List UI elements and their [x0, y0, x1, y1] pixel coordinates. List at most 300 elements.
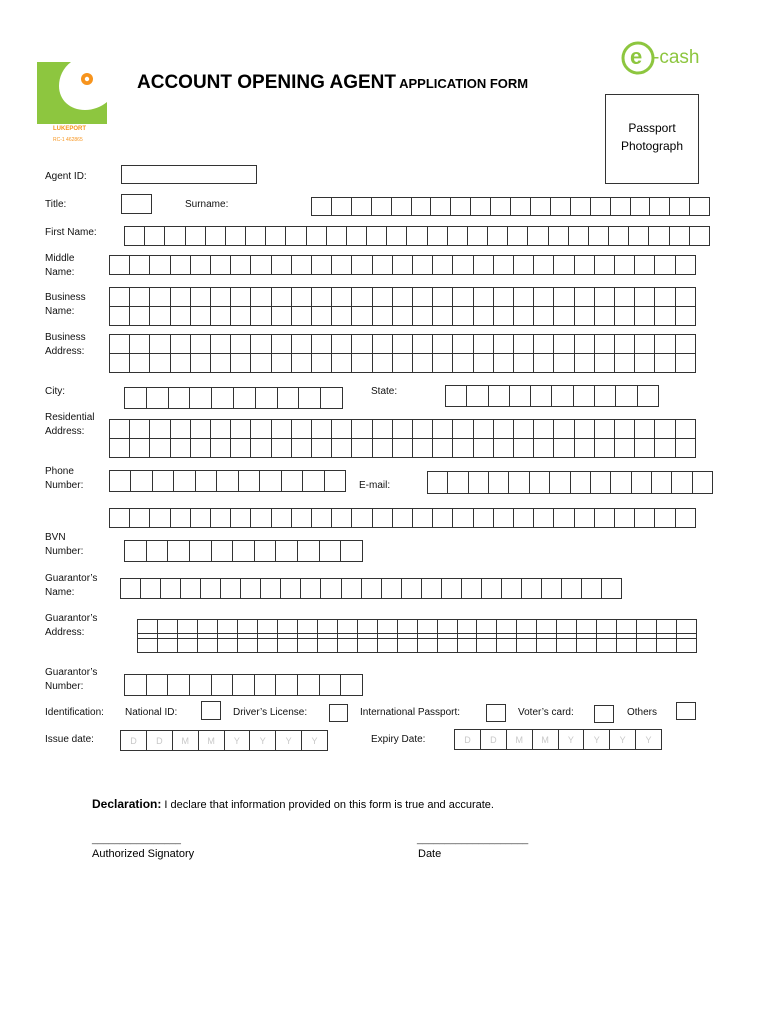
- char-cell[interactable]: [453, 420, 473, 438]
- char-cell[interactable]: [433, 509, 453, 527]
- char-cell[interactable]: [372, 198, 392, 215]
- char-cell[interactable]: [517, 634, 537, 652]
- char-cell[interactable]: [298, 675, 320, 695]
- char-cell[interactable]: [510, 386, 531, 406]
- char-cell[interactable]: [468, 227, 488, 245]
- char-cell[interactable]: [153, 471, 174, 491]
- char-cell[interactable]: [531, 386, 552, 406]
- char-cell[interactable]: [629, 227, 649, 245]
- char-cell[interactable]: [508, 227, 528, 245]
- char-cell[interactable]: [272, 256, 292, 274]
- char-cell[interactable]: [469, 472, 489, 493]
- char-cell[interactable]: [474, 439, 494, 457]
- voters-card-checkbox[interactable]: [594, 705, 614, 723]
- char-cell[interactable]: [509, 472, 529, 493]
- char-cell[interactable]: [231, 439, 251, 457]
- char-cell[interactable]: [312, 198, 332, 215]
- char-cell[interactable]: [150, 509, 170, 527]
- char-cell[interactable]: [332, 198, 352, 215]
- char-cell[interactable]: [554, 439, 574, 457]
- char-cell[interactable]: [150, 354, 170, 372]
- char-cell[interactable]: [393, 439, 413, 457]
- char-cell[interactable]: [110, 471, 131, 491]
- char-cell[interactable]: [191, 439, 211, 457]
- char-cell[interactable]: [255, 541, 277, 561]
- char-cell[interactable]: [272, 420, 292, 438]
- char-cell[interactable]: [494, 439, 514, 457]
- char-cell[interactable]: [327, 227, 347, 245]
- char-cell[interactable]: [557, 634, 577, 652]
- char-cell[interactable]: [615, 288, 635, 306]
- char-cell[interactable]: [615, 354, 635, 372]
- char-cell[interactable]: [650, 198, 670, 215]
- char-cell[interactable]: [281, 579, 301, 598]
- char-cell[interactable]: [171, 420, 191, 438]
- char-cell[interactable]: [312, 354, 332, 372]
- char-cell[interactable]: [655, 335, 675, 353]
- char-cell[interactable]: [615, 420, 635, 438]
- char-cell[interactable]: [191, 288, 211, 306]
- char-cell[interactable]: [211, 509, 231, 527]
- char-cell[interactable]: [575, 288, 595, 306]
- char-cell[interactable]: [110, 307, 130, 325]
- char-cell[interactable]: [246, 227, 266, 245]
- char-cell[interactable]: [130, 420, 150, 438]
- char-cell[interactable]: [615, 509, 635, 527]
- char-cell[interactable]: [251, 439, 271, 457]
- char-cell[interactable]: [373, 256, 393, 274]
- char-cell[interactable]: [494, 420, 514, 438]
- char-cell[interactable]: [169, 388, 191, 408]
- char-cell[interactable]: [191, 335, 211, 353]
- char-cell[interactable]: [186, 227, 206, 245]
- residential-address-grid-row1[interactable]: [109, 419, 696, 439]
- char-cell[interactable]: [575, 420, 595, 438]
- char-cell[interactable]: [198, 634, 218, 652]
- char-cell[interactable]: [258, 634, 278, 652]
- char-cell[interactable]: [171, 256, 191, 274]
- char-cell[interactable]: [352, 509, 372, 527]
- char-cell[interactable]: [407, 227, 427, 245]
- char-cell[interactable]: [615, 307, 635, 325]
- char-cell[interactable]: [352, 420, 372, 438]
- char-cell[interactable]: [211, 256, 231, 274]
- date-cell[interactable]: Y: [225, 731, 251, 750]
- guarantor-name-grid[interactable]: [120, 578, 622, 599]
- char-cell[interactable]: [332, 509, 352, 527]
- char-cell[interactable]: [690, 227, 709, 245]
- char-cell[interactable]: [341, 675, 362, 695]
- char-cell[interactable]: [438, 634, 458, 652]
- char-cell[interactable]: [373, 288, 393, 306]
- title-input[interactable]: [121, 194, 152, 214]
- email-grid-row2[interactable]: [109, 508, 696, 528]
- char-cell[interactable]: [211, 420, 231, 438]
- char-cell[interactable]: [611, 198, 631, 215]
- char-cell[interactable]: [393, 335, 413, 353]
- char-cell[interactable]: [110, 354, 130, 372]
- char-cell[interactable]: [138, 634, 158, 652]
- char-cell[interactable]: [110, 256, 130, 274]
- char-cell[interactable]: [595, 386, 616, 406]
- char-cell[interactable]: [595, 335, 615, 353]
- phone-number-grid[interactable]: [109, 470, 346, 492]
- char-cell[interactable]: [201, 579, 221, 598]
- char-cell[interactable]: [378, 634, 398, 652]
- char-cell[interactable]: [453, 307, 473, 325]
- date-cell[interactable]: Y: [645, 734, 652, 745]
- char-cell[interactable]: [190, 675, 212, 695]
- char-cell[interactable]: [514, 509, 534, 527]
- char-cell[interactable]: [332, 439, 352, 457]
- char-cell[interactable]: [367, 227, 387, 245]
- char-cell[interactable]: [589, 227, 609, 245]
- char-cell[interactable]: [272, 335, 292, 353]
- char-cell[interactable]: [231, 420, 251, 438]
- char-cell[interactable]: [431, 198, 451, 215]
- char-cell[interactable]: [474, 335, 494, 353]
- char-cell[interactable]: [534, 335, 554, 353]
- char-cell[interactable]: [575, 335, 595, 353]
- char-cell[interactable]: [282, 471, 303, 491]
- char-cell[interactable]: [514, 335, 534, 353]
- char-cell[interactable]: [528, 227, 548, 245]
- char-cell[interactable]: [551, 198, 571, 215]
- char-cell[interactable]: [635, 509, 655, 527]
- date-cell[interactable]: Y: [610, 730, 636, 749]
- char-cell[interactable]: [428, 472, 448, 493]
- char-cell[interactable]: [352, 439, 372, 457]
- char-cell[interactable]: [373, 439, 393, 457]
- char-cell[interactable]: [266, 227, 286, 245]
- char-cell[interactable]: [307, 227, 327, 245]
- char-cell[interactable]: [318, 634, 338, 652]
- char-cell[interactable]: [467, 386, 488, 406]
- char-cell[interactable]: [125, 675, 147, 695]
- char-cell[interactable]: [595, 439, 615, 457]
- char-cell[interactable]: [292, 439, 312, 457]
- char-cell[interactable]: [191, 420, 211, 438]
- char-cell[interactable]: [489, 386, 510, 406]
- char-cell[interactable]: [655, 439, 675, 457]
- char-cell[interactable]: [206, 227, 226, 245]
- char-cell[interactable]: [453, 509, 473, 527]
- char-cell[interactable]: [130, 335, 150, 353]
- char-cell[interactable]: [393, 307, 413, 325]
- date-cell[interactable]: D: [147, 731, 173, 750]
- char-cell[interactable]: [502, 579, 522, 598]
- char-cell[interactable]: [511, 198, 531, 215]
- char-cell[interactable]: [168, 675, 190, 695]
- char-cell[interactable]: [393, 420, 413, 438]
- char-cell[interactable]: [514, 307, 534, 325]
- char-cell[interactable]: [458, 634, 478, 652]
- char-cell[interactable]: [312, 256, 332, 274]
- char-cell[interactable]: [534, 439, 554, 457]
- char-cell[interactable]: [574, 386, 595, 406]
- char-cell[interactable]: [494, 256, 514, 274]
- char-cell[interactable]: [542, 579, 562, 598]
- char-cell[interactable]: [221, 579, 241, 598]
- char-cell[interactable]: [448, 472, 468, 493]
- char-cell[interactable]: [158, 634, 178, 652]
- char-cell[interactable]: [110, 335, 130, 353]
- char-cell[interactable]: [655, 354, 675, 372]
- char-cell[interactable]: [332, 335, 352, 353]
- char-cell[interactable]: [251, 288, 271, 306]
- char-cell[interactable]: [321, 388, 342, 408]
- char-cell[interactable]: [352, 198, 372, 215]
- char-cell[interactable]: [655, 256, 675, 274]
- char-cell[interactable]: [211, 288, 231, 306]
- char-cell[interactable]: [474, 420, 494, 438]
- char-cell[interactable]: [212, 675, 234, 695]
- issue-date-grid[interactable]: [120, 730, 328, 751]
- date-cell[interactable]: D: [121, 731, 147, 750]
- char-cell[interactable]: [150, 288, 170, 306]
- char-cell[interactable]: [298, 634, 318, 652]
- char-cell[interactable]: [413, 354, 433, 372]
- char-cell[interactable]: [635, 439, 655, 457]
- char-cell[interactable]: [362, 579, 382, 598]
- char-cell[interactable]: [676, 509, 695, 527]
- char-cell[interactable]: [477, 634, 497, 652]
- char-cell[interactable]: [131, 471, 152, 491]
- char-cell[interactable]: [190, 541, 212, 561]
- char-cell[interactable]: [474, 354, 494, 372]
- char-cell[interactable]: [312, 335, 332, 353]
- char-cell[interactable]: [442, 579, 462, 598]
- char-cell[interactable]: [413, 509, 433, 527]
- char-cell[interactable]: [522, 579, 542, 598]
- char-cell[interactable]: [161, 579, 181, 598]
- char-cell[interactable]: [196, 471, 217, 491]
- char-cell[interactable]: [141, 579, 161, 598]
- char-cell[interactable]: [453, 288, 473, 306]
- char-cell[interactable]: [358, 634, 378, 652]
- char-cell[interactable]: [292, 335, 312, 353]
- guarantor-address-grid-row2[interactable]: [137, 633, 697, 653]
- char-cell[interactable]: [233, 675, 255, 695]
- char-cell[interactable]: [218, 634, 238, 652]
- char-cell[interactable]: [251, 354, 271, 372]
- char-cell[interactable]: [130, 256, 150, 274]
- char-cell[interactable]: [217, 471, 238, 491]
- char-cell[interactable]: [325, 471, 345, 491]
- char-cell[interactable]: [272, 288, 292, 306]
- char-cell[interactable]: [332, 256, 352, 274]
- char-cell[interactable]: [491, 198, 511, 215]
- char-cell[interactable]: [171, 354, 191, 372]
- char-cell[interactable]: [597, 634, 617, 652]
- char-cell[interactable]: [171, 509, 191, 527]
- char-cell[interactable]: [382, 579, 402, 598]
- guarantor-number-grid[interactable]: [124, 674, 363, 696]
- char-cell[interactable]: [591, 198, 611, 215]
- char-cell[interactable]: [514, 256, 534, 274]
- char-cell[interactable]: [272, 439, 292, 457]
- business-address-grid-row2[interactable]: [109, 353, 696, 373]
- char-cell[interactable]: [670, 227, 690, 245]
- char-cell[interactable]: [231, 256, 251, 274]
- char-cell[interactable]: [212, 388, 234, 408]
- char-cell[interactable]: [278, 634, 298, 652]
- char-cell[interactable]: [635, 420, 655, 438]
- char-cell[interactable]: [272, 509, 292, 527]
- char-cell[interactable]: [676, 288, 695, 306]
- char-cell[interactable]: [174, 471, 195, 491]
- city-grid[interactable]: [124, 387, 343, 409]
- business-name-grid-row2[interactable]: [109, 306, 696, 326]
- char-cell[interactable]: [453, 335, 473, 353]
- char-cell[interactable]: [150, 335, 170, 353]
- char-cell[interactable]: [595, 307, 615, 325]
- date-cell[interactable]: Y: [559, 730, 585, 749]
- char-cell[interactable]: [575, 307, 595, 325]
- char-cell[interactable]: [165, 227, 185, 245]
- char-cell[interactable]: [110, 420, 130, 438]
- char-cell[interactable]: [373, 307, 393, 325]
- char-cell[interactable]: [239, 471, 260, 491]
- expiry-date-grid[interactable]: [454, 729, 662, 750]
- char-cell[interactable]: [595, 420, 615, 438]
- char-cell[interactable]: [238, 634, 258, 652]
- char-cell[interactable]: [312, 439, 332, 457]
- char-cell[interactable]: [121, 579, 141, 598]
- char-cell[interactable]: [433, 288, 453, 306]
- char-cell[interactable]: [453, 439, 473, 457]
- char-cell[interactable]: [537, 634, 557, 652]
- char-cell[interactable]: [615, 256, 635, 274]
- bvn-number-grid[interactable]: [124, 540, 363, 562]
- char-cell[interactable]: [514, 439, 534, 457]
- char-cell[interactable]: [292, 420, 312, 438]
- char-cell[interactable]: [482, 579, 502, 598]
- date-line[interactable]: ____________________: [417, 834, 529, 845]
- char-cell[interactable]: [635, 307, 655, 325]
- char-cell[interactable]: [413, 256, 433, 274]
- date-cell[interactable]: M: [199, 731, 225, 750]
- char-cell[interactable]: [494, 335, 514, 353]
- char-cell[interactable]: [448, 227, 468, 245]
- char-cell[interactable]: [190, 388, 212, 408]
- char-cell[interactable]: [130, 509, 150, 527]
- char-cell[interactable]: [332, 307, 352, 325]
- char-cell[interactable]: [494, 288, 514, 306]
- date-cell[interactable]: Y: [311, 735, 318, 746]
- char-cell[interactable]: [130, 439, 150, 457]
- char-cell[interactable]: [147, 675, 169, 695]
- date-cell[interactable]: M: [173, 731, 199, 750]
- char-cell[interactable]: [211, 335, 231, 353]
- char-cell[interactable]: [292, 288, 312, 306]
- char-cell[interactable]: [191, 307, 211, 325]
- date-cell[interactable]: M: [533, 730, 559, 749]
- char-cell[interactable]: [226, 227, 246, 245]
- char-cell[interactable]: [433, 307, 453, 325]
- char-cell[interactable]: [595, 509, 615, 527]
- char-cell[interactable]: [413, 288, 433, 306]
- char-cell[interactable]: [591, 472, 611, 493]
- char-cell[interactable]: [453, 256, 473, 274]
- char-cell[interactable]: [632, 472, 652, 493]
- passport-photo-box[interactable]: [605, 94, 699, 184]
- char-cell[interactable]: [320, 541, 342, 561]
- char-cell[interactable]: [256, 388, 278, 408]
- char-cell[interactable]: [303, 471, 324, 491]
- char-cell[interactable]: [655, 307, 675, 325]
- char-cell[interactable]: [261, 579, 281, 598]
- char-cell[interactable]: [655, 288, 675, 306]
- national-id-checkbox[interactable]: [201, 701, 221, 720]
- char-cell[interactable]: [554, 307, 574, 325]
- char-cell[interactable]: [611, 472, 631, 493]
- state-grid[interactable]: [445, 385, 659, 407]
- char-cell[interactable]: [418, 634, 438, 652]
- char-cell[interactable]: [494, 354, 514, 372]
- middle-name-grid[interactable]: [109, 255, 696, 275]
- char-cell[interactable]: [595, 288, 615, 306]
- char-cell[interactable]: [549, 227, 569, 245]
- char-cell[interactable]: [392, 198, 412, 215]
- date-cell[interactable]: D: [455, 730, 481, 749]
- char-cell[interactable]: [373, 420, 393, 438]
- date-cell[interactable]: Y: [584, 730, 610, 749]
- char-cell[interactable]: [554, 256, 574, 274]
- char-cell[interactable]: [494, 509, 514, 527]
- char-cell[interactable]: [471, 198, 491, 215]
- char-cell[interactable]: [231, 354, 251, 372]
- agent-id-input[interactable]: [121, 165, 257, 184]
- char-cell[interactable]: [212, 541, 234, 561]
- char-cell[interactable]: [451, 198, 471, 215]
- char-cell[interactable]: [571, 198, 591, 215]
- char-cell[interactable]: [571, 472, 591, 493]
- char-cell[interactable]: [398, 634, 418, 652]
- char-cell[interactable]: [260, 471, 281, 491]
- char-cell[interactable]: [474, 307, 494, 325]
- char-cell[interactable]: [489, 472, 509, 493]
- char-cell[interactable]: [609, 227, 629, 245]
- char-cell[interactable]: [514, 354, 534, 372]
- char-cell[interactable]: [649, 227, 669, 245]
- char-cell[interactable]: [251, 509, 271, 527]
- char-cell[interactable]: [352, 335, 372, 353]
- char-cell[interactable]: [150, 307, 170, 325]
- char-cell[interactable]: [575, 256, 595, 274]
- char-cell[interactable]: [693, 472, 712, 493]
- char-cell[interactable]: [488, 227, 508, 245]
- char-cell[interactable]: [497, 634, 517, 652]
- char-cell[interactable]: [413, 439, 433, 457]
- char-cell[interactable]: [569, 227, 589, 245]
- char-cell[interactable]: [320, 675, 342, 695]
- char-cell[interactable]: [352, 354, 372, 372]
- char-cell[interactable]: [534, 288, 554, 306]
- char-cell[interactable]: [514, 420, 534, 438]
- char-cell[interactable]: [292, 307, 312, 325]
- char-cell[interactable]: [677, 634, 696, 652]
- char-cell[interactable]: [554, 509, 574, 527]
- char-cell[interactable]: [276, 541, 298, 561]
- char-cell[interactable]: [373, 354, 393, 372]
- char-cell[interactable]: [393, 288, 413, 306]
- char-cell[interactable]: [550, 472, 570, 493]
- char-cell[interactable]: [655, 509, 675, 527]
- char-cell[interactable]: [110, 288, 130, 306]
- char-cell[interactable]: [433, 439, 453, 457]
- char-cell[interactable]: [338, 634, 358, 652]
